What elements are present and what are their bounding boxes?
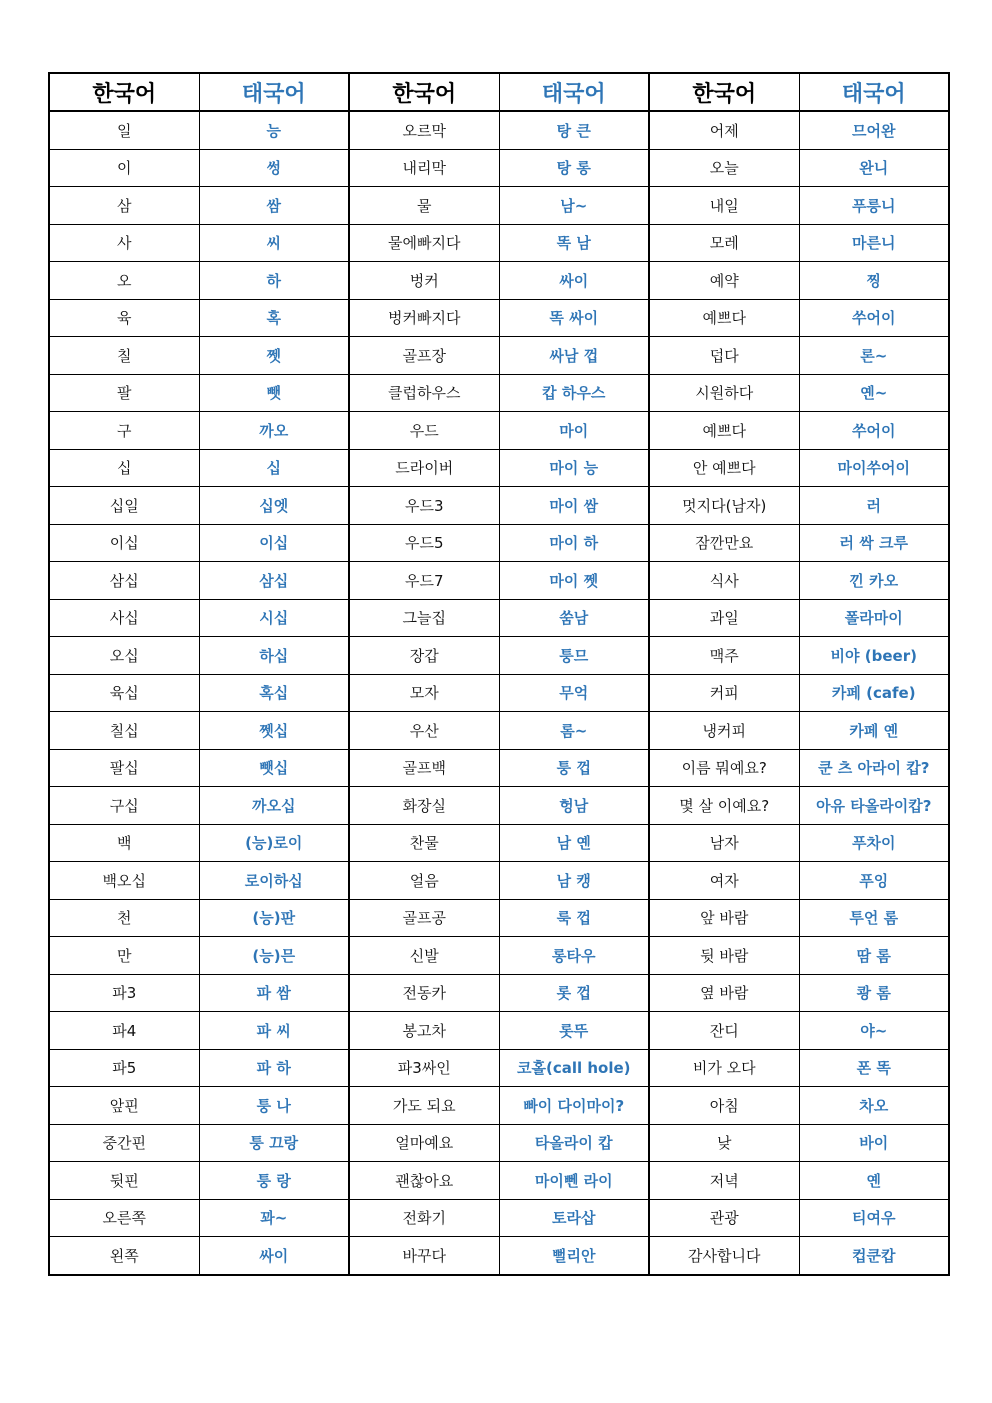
thai-pronunciation-cell: 옌~ <box>799 374 949 412</box>
table-row <box>49 1237 949 1275</box>
thai-pronunciation-cell: 러 <box>799 487 949 525</box>
korean-word-cell: 내리막 <box>349 149 499 187</box>
thai-pronunciation-cell: 뺏 <box>199 374 349 412</box>
korean-word-cell: 사 <box>49 224 199 262</box>
korean-word-cell: 왼쪽 <box>49 1237 199 1275</box>
table-row <box>49 299 949 337</box>
korean-word-cell: 중간핀 <box>49 1124 199 1162</box>
thai-pronunciation-cell: 쾅 롬 <box>799 974 949 1012</box>
korean-word-cell: 그늘집 <box>349 599 499 637</box>
table-row <box>49 1087 949 1125</box>
thai-pronunciation-cell: 쑴남 <box>499 599 649 637</box>
thai-pronunciation-cell: 룩 껍 <box>499 899 649 937</box>
korean-word-cell: 얼음 <box>349 862 499 900</box>
thai-pronunciation-cell: 롯뚜 <box>499 1012 649 1050</box>
korean-word-cell: 일 <box>49 111 199 149</box>
korean-word-cell: 십 <box>49 449 199 487</box>
korean-word-cell: 괜찮아요 <box>349 1162 499 1200</box>
thai-pronunciation-cell: 싸이 <box>199 1237 349 1275</box>
table-body <box>49 111 949 1275</box>
thai-pronunciation-cell: 빠이 다이마이? <box>499 1087 649 1125</box>
korean-word-cell: 벙커 <box>349 262 499 300</box>
thai-pronunciation-cell: 푸잉 <box>799 862 949 900</box>
table-row <box>49 787 949 825</box>
korean-word-cell: 예약 <box>649 262 799 300</box>
korean-word-cell: 파5 <box>49 1049 199 1087</box>
korean-word-cell: 화장실 <box>349 787 499 825</box>
korean-word-cell: 비가 오다 <box>649 1049 799 1087</box>
thai-pronunciation-cell: 비야 (beer) <box>799 637 949 675</box>
korean-word-cell: 오늘 <box>649 149 799 187</box>
thai-pronunciation-cell: 하십 <box>199 637 349 675</box>
thai-pronunciation-cell: 마이 능 <box>499 449 649 487</box>
korean-word-cell: 신발 <box>349 937 499 975</box>
korean-word-cell: 이 <box>49 149 199 187</box>
table-row <box>49 862 949 900</box>
korean-word-cell: 우드7 <box>349 562 499 600</box>
korean-word-cell: 삼십 <box>49 562 199 600</box>
korean-word-cell: 뒷핀 <box>49 1162 199 1200</box>
korean-word-cell: 육십 <box>49 674 199 712</box>
thai-pronunciation-cell: 땀 롬 <box>799 937 949 975</box>
thai-pronunciation-cell: 므어완 <box>799 111 949 149</box>
korean-word-cell: 모자 <box>349 674 499 712</box>
thai-pronunciation-cell: (능)판 <box>199 899 349 937</box>
korean-word-cell: 잠깐만요 <box>649 524 799 562</box>
header-row <box>49 73 949 111</box>
table-row <box>49 1162 949 1200</box>
header-korean-3: 한국어 <box>649 73 799 111</box>
thai-pronunciation-cell: 이십 <box>199 524 349 562</box>
thai-pronunciation-cell: 쑤어이 <box>799 412 949 450</box>
table-row <box>49 937 949 975</box>
korean-word-cell: 모레 <box>649 224 799 262</box>
korean-word-cell: 사십 <box>49 599 199 637</box>
korean-word-cell: 감사합니다 <box>649 1237 799 1275</box>
thai-pronunciation-cell: 야~ <box>799 1012 949 1050</box>
table-row <box>49 412 949 450</box>
korean-word-cell: 이십 <box>49 524 199 562</box>
thai-pronunciation-cell: 로이하십 <box>199 862 349 900</box>
thai-pronunciation-cell: 쌈 <box>199 187 349 225</box>
thai-pronunciation-cell: 능 <box>199 111 349 149</box>
table-row <box>49 449 949 487</box>
thai-pronunciation-cell: 마이 쌈 <box>499 487 649 525</box>
korean-word-cell: 시원하다 <box>649 374 799 412</box>
thai-pronunciation-cell: 마이 하 <box>499 524 649 562</box>
thai-pronunciation-cell: 퉁므 <box>499 637 649 675</box>
thai-pronunciation-cell: 토라삽 <box>499 1199 649 1237</box>
table-row <box>49 337 949 375</box>
korean-word-cell: 잔디 <box>649 1012 799 1050</box>
table-row <box>49 224 949 262</box>
thai-pronunciation-cell: 무억 <box>499 674 649 712</box>
korean-word-cell: 오 <box>49 262 199 300</box>
korean-word-cell: 벙커빠지다 <box>349 299 499 337</box>
table-row <box>49 1012 949 1050</box>
thai-pronunciation-cell: 티여우 <box>799 1199 949 1237</box>
table-row <box>49 1049 949 1087</box>
korean-word-cell: 칠 <box>49 337 199 375</box>
thai-pronunciation-cell: 마이쑤어이 <box>799 449 949 487</box>
thai-pronunciation-cell: 퉁 껍 <box>499 749 649 787</box>
thai-pronunciation-cell: 탕 롱 <box>499 149 649 187</box>
table-row <box>49 637 949 675</box>
header-korean-1: 한국어 <box>49 73 199 111</box>
korean-word-cell: 옆 바람 <box>649 974 799 1012</box>
korean-word-cell: 천 <box>49 899 199 937</box>
korean-word-cell: 장갑 <box>349 637 499 675</box>
thai-pronunciation-cell: 투언 롬 <box>799 899 949 937</box>
thai-pronunciation-cell: 쩻 <box>199 337 349 375</box>
table-row <box>49 599 949 637</box>
thai-pronunciation-cell: 십엣 <box>199 487 349 525</box>
header-thai-2: 태국어 <box>499 73 649 111</box>
korean-word-cell: 골프백 <box>349 749 499 787</box>
korean-word-cell: 봉고차 <box>349 1012 499 1050</box>
thai-pronunciation-cell: 뻘리안 <box>499 1237 649 1275</box>
thai-pronunciation-cell: 뺏십 <box>199 749 349 787</box>
thai-pronunciation-cell: 러 싹 크루 <box>799 524 949 562</box>
thai-pronunciation-cell: 캅 하우스 <box>499 374 649 412</box>
thai-pronunciation-cell: 마이 쩻 <box>499 562 649 600</box>
thai-pronunciation-cell: 롱타우 <box>499 937 649 975</box>
korean-word-cell: 과일 <box>649 599 799 637</box>
korean-word-cell: 오십 <box>49 637 199 675</box>
header-thai-1: 태국어 <box>199 73 349 111</box>
korean-word-cell: 전화기 <box>349 1199 499 1237</box>
thai-pronunciation-cell: 푸차이 <box>799 824 949 862</box>
thai-pronunciation-cell: 폴라마이 <box>799 599 949 637</box>
thai-pronunciation-cell: 찡 <box>799 262 949 300</box>
korean-word-cell: 파3 <box>49 974 199 1012</box>
table-row <box>49 187 949 225</box>
table-row <box>49 712 949 750</box>
korean-word-cell: 저녁 <box>649 1162 799 1200</box>
korean-word-cell: 파4 <box>49 1012 199 1050</box>
korean-word-cell: 파3싸인 <box>349 1049 499 1087</box>
korean-word-cell: 백오십 <box>49 862 199 900</box>
thai-pronunciation-cell: 차오 <box>799 1087 949 1125</box>
vocabulary-table <box>48 72 950 1276</box>
korean-word-cell: 아침 <box>649 1087 799 1125</box>
korean-word-cell: 이름 뭐예요? <box>649 749 799 787</box>
thai-pronunciation-cell: 시십 <box>199 599 349 637</box>
korean-word-cell: 뒷 바람 <box>649 937 799 975</box>
thai-pronunciation-cell: 꽈~ <box>199 1199 349 1237</box>
thai-pronunciation-cell: 파 씨 <box>199 1012 349 1050</box>
thai-pronunciation-cell: 바이 <box>799 1124 949 1162</box>
thai-pronunciation-cell: 똑 싸이 <box>499 299 649 337</box>
thai-pronunciation-cell: 혹십 <box>199 674 349 712</box>
table-row <box>49 824 949 862</box>
korean-word-cell: 남자 <box>649 824 799 862</box>
korean-word-cell: 우드 <box>349 412 499 450</box>
table-row <box>49 562 949 600</box>
table-row <box>49 149 949 187</box>
korean-word-cell: 물에빠지다 <box>349 224 499 262</box>
korean-word-cell: 골프장 <box>349 337 499 375</box>
korean-word-cell: 내일 <box>649 187 799 225</box>
header-thai-3: 태국어 <box>799 73 949 111</box>
korean-word-cell: 구 <box>49 412 199 450</box>
thai-pronunciation-cell: 론~ <box>799 337 949 375</box>
korean-word-cell: 우산 <box>349 712 499 750</box>
thai-pronunciation-cell: (능)믄 <box>199 937 349 975</box>
thai-pronunciation-cell: 낀 카오 <box>799 562 949 600</box>
korean-word-cell: 예쁘다 <box>649 299 799 337</box>
thai-pronunciation-cell: 푸릉니 <box>799 187 949 225</box>
korean-word-cell: 바꾸다 <box>349 1237 499 1275</box>
korean-word-cell: 식사 <box>649 562 799 600</box>
header-korean-2: 한국어 <box>349 73 499 111</box>
thai-pronunciation-cell: 쩻십 <box>199 712 349 750</box>
thai-pronunciation-cell: 헝남 <box>499 787 649 825</box>
korean-word-cell: 드라이버 <box>349 449 499 487</box>
thai-pronunciation-cell: 퉁 끄랑 <box>199 1124 349 1162</box>
korean-word-cell: 관광 <box>649 1199 799 1237</box>
table-row <box>49 1124 949 1162</box>
korean-word-cell: 예쁘다 <box>649 412 799 450</box>
table-row <box>49 374 949 412</box>
table-row <box>49 1199 949 1237</box>
thai-pronunciation-cell: 카페 옌 <box>799 712 949 750</box>
thai-pronunciation-cell: 탕 큰 <box>499 111 649 149</box>
korean-word-cell: 안 예쁘다 <box>649 449 799 487</box>
korean-word-cell: 어제 <box>649 111 799 149</box>
thai-pronunciation-cell: 마른니 <box>799 224 949 262</box>
thai-pronunciation-cell: 마이 <box>499 412 649 450</box>
thai-pronunciation-cell: 혹 <box>199 299 349 337</box>
thai-pronunciation-cell: 남~ <box>499 187 649 225</box>
thai-pronunciation-cell: 싸이 <box>499 262 649 300</box>
korean-word-cell: 낮 <box>649 1124 799 1162</box>
thai-pronunciation-cell: 삼십 <box>199 562 349 600</box>
table-row <box>49 749 949 787</box>
korean-word-cell: 십일 <box>49 487 199 525</box>
korean-word-cell: 물 <box>349 187 499 225</box>
thai-pronunciation-cell: 퉁 나 <box>199 1087 349 1125</box>
korean-word-cell: 얼마예요 <box>349 1124 499 1162</box>
thai-pronunciation-cell: 마이뻰 라이 <box>499 1162 649 1200</box>
table-row <box>49 974 949 1012</box>
thai-pronunciation-cell: 폰 똑 <box>799 1049 949 1087</box>
korean-word-cell: 여자 <box>649 862 799 900</box>
korean-word-cell: 클럽하우스 <box>349 374 499 412</box>
thai-pronunciation-cell: 까오십 <box>199 787 349 825</box>
thai-pronunciation-cell: 옌 <box>799 1162 949 1200</box>
korean-word-cell: 오른쪽 <box>49 1199 199 1237</box>
korean-word-cell: 앞 바람 <box>649 899 799 937</box>
thai-pronunciation-cell: 파 쌈 <box>199 974 349 1012</box>
thai-pronunciation-cell: 퉁 랑 <box>199 1162 349 1200</box>
korean-word-cell: 오르막 <box>349 111 499 149</box>
korean-word-cell: 커피 <box>649 674 799 712</box>
thai-pronunciation-cell: 까오 <box>199 412 349 450</box>
thai-pronunciation-cell: 싸남 껍 <box>499 337 649 375</box>
korean-word-cell: 멋지다(남자) <box>649 487 799 525</box>
korean-word-cell: 전동카 <box>349 974 499 1012</box>
thai-pronunciation-cell: 쿤 츠 아라이 캅? <box>799 749 949 787</box>
table-row <box>49 674 949 712</box>
thai-pronunciation-cell: 아유 타올라이캅? <box>799 787 949 825</box>
korean-word-cell: 골프공 <box>349 899 499 937</box>
korean-word-cell: 백 <box>49 824 199 862</box>
thai-pronunciation-cell: 롬~ <box>499 712 649 750</box>
thai-pronunciation-cell: 파 하 <box>199 1049 349 1087</box>
table-row <box>49 487 949 525</box>
korean-word-cell: 만 <box>49 937 199 975</box>
thai-pronunciation-cell: (능)로이 <box>199 824 349 862</box>
korean-word-cell: 육 <box>49 299 199 337</box>
korean-word-cell: 냉커피 <box>649 712 799 750</box>
korean-word-cell: 구십 <box>49 787 199 825</box>
thai-pronunciation-cell: 하 <box>199 262 349 300</box>
table-row <box>49 524 949 562</box>
table-row <box>49 262 949 300</box>
thai-pronunciation-cell: 남 옌 <box>499 824 649 862</box>
thai-pronunciation-cell: 남 캥 <box>499 862 649 900</box>
thai-pronunciation-cell: 십 <box>199 449 349 487</box>
korean-word-cell: 칠십 <box>49 712 199 750</box>
korean-word-cell: 찬물 <box>349 824 499 862</box>
thai-pronunciation-cell: 타올라이 캅 <box>499 1124 649 1162</box>
korean-word-cell: 덥다 <box>649 337 799 375</box>
korean-word-cell: 팔십 <box>49 749 199 787</box>
thai-pronunciation-cell: 컵쿤캅 <box>799 1237 949 1275</box>
korean-word-cell: 맥주 <box>649 637 799 675</box>
thai-pronunciation-cell: 썽 <box>199 149 349 187</box>
thai-pronunciation-cell: 카페 (cafe) <box>799 674 949 712</box>
thai-pronunciation-cell: 씨 <box>199 224 349 262</box>
thai-pronunciation-cell: 똑 남 <box>499 224 649 262</box>
thai-pronunciation-cell: 쑤어이 <box>799 299 949 337</box>
korean-word-cell: 몇 살 이예요? <box>649 787 799 825</box>
korean-word-cell: 우드5 <box>349 524 499 562</box>
korean-word-cell: 삼 <box>49 187 199 225</box>
thai-pronunciation-cell: 롯 껍 <box>499 974 649 1012</box>
table-row <box>49 111 949 149</box>
thai-pronunciation-cell: 코홀(call hole) <box>499 1049 649 1087</box>
korean-word-cell: 우드3 <box>349 487 499 525</box>
thai-pronunciation-cell: 완니 <box>799 149 949 187</box>
table-row <box>49 899 949 937</box>
korean-word-cell: 가도 되요 <box>349 1087 499 1125</box>
korean-word-cell: 앞핀 <box>49 1087 199 1125</box>
korean-word-cell: 팔 <box>49 374 199 412</box>
